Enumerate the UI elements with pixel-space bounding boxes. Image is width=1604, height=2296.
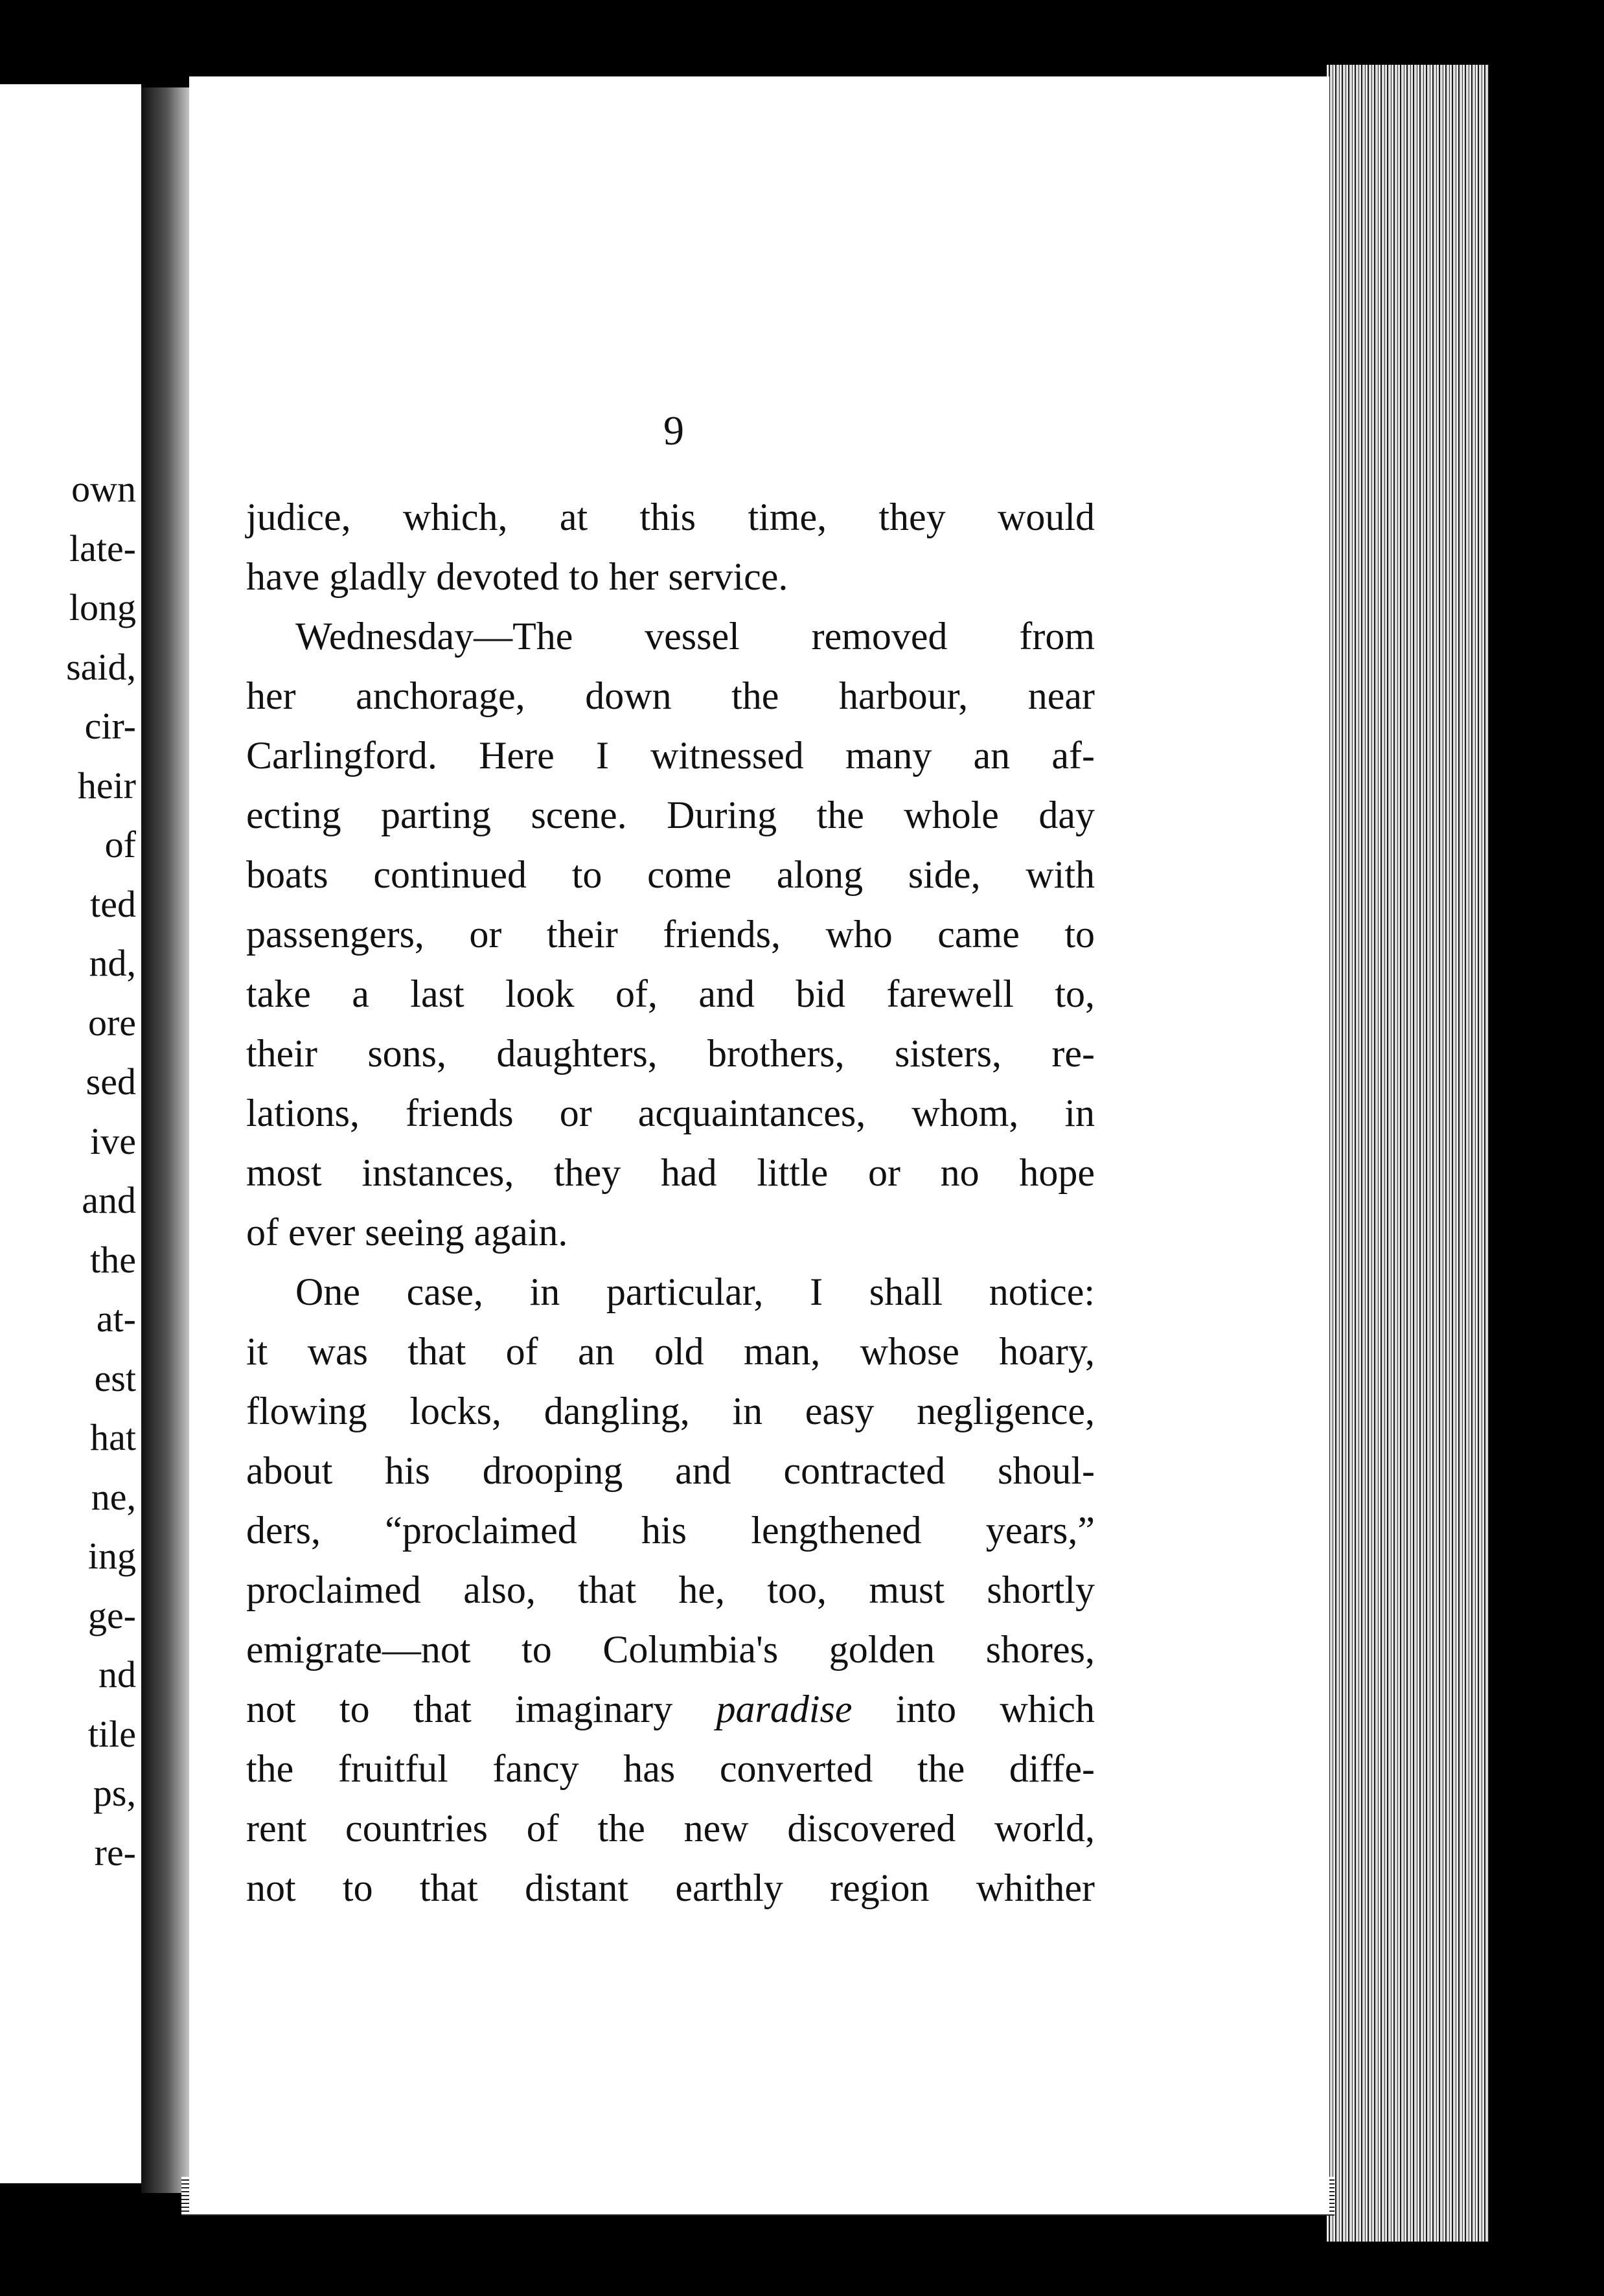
text-line: have gladly devoted to her service. bbox=[246, 555, 788, 598]
text-line: most instances, they had little or no hope bbox=[246, 1151, 1095, 1194]
text-line: Wednesday—The vessel removed from bbox=[295, 615, 1095, 658]
text-line: take a last look of, and bid farewell to, bbox=[246, 972, 1095, 1015]
left-page-line-fragment: re- bbox=[94, 1831, 136, 1874]
left-page-line-fragment: nd, bbox=[89, 942, 136, 984]
text-line: flowing locks, dangling, in easy negligence, bbox=[246, 1390, 1095, 1432]
text-line: the fruitful fancy has converted the diffe- bbox=[246, 1747, 1095, 1790]
left-page-line-fragment: ne, bbox=[91, 1475, 136, 1518]
text-line: ecting parting scene. During the whole day bbox=[246, 794, 1095, 836]
left-page-line-fragment: ive bbox=[90, 1119, 136, 1162]
left-page-line-fragment: late- bbox=[69, 527, 136, 569]
left-page-line-fragment: of bbox=[104, 823, 136, 866]
italic-word: paradise bbox=[716, 1688, 853, 1730]
left-page-line-fragment: hat bbox=[90, 1416, 136, 1458]
left-page-line-fragment: est bbox=[94, 1357, 136, 1399]
left-page-line-fragment: said, bbox=[66, 645, 136, 688]
text-line: ders, “proclaimed his lengthened years,” bbox=[246, 1509, 1095, 1552]
book-gutter bbox=[141, 87, 193, 2193]
left-page-line-fragment: nd bbox=[98, 1653, 136, 1695]
left-page-line-fragment: sed bbox=[86, 1061, 136, 1103]
text-line: her anchorage, down the harbour, near bbox=[246, 674, 1095, 717]
left-page-line-fragment: ps, bbox=[93, 1772, 136, 1814]
text-line: not to that imaginary paradise into which bbox=[246, 1688, 1095, 1730]
page-body-text bbox=[246, 487, 1095, 1918]
left-page-line-fragment: ore bbox=[87, 1001, 136, 1044]
left-page-line-fragment: and bbox=[82, 1179, 136, 1221]
text-line: rent countries of the new discovered world, bbox=[246, 1807, 1095, 1850]
text-line: about his drooping and contracted shoul- bbox=[246, 1449, 1095, 1492]
text-line: of ever seeing again. bbox=[246, 1211, 568, 1254]
page-number: 9 bbox=[663, 408, 684, 453]
text-line: One case, in particular, I shall notice: bbox=[295, 1270, 1095, 1313]
left-page-line-fragment: the bbox=[90, 1238, 136, 1281]
left-page-line-fragment: ge- bbox=[87, 1594, 136, 1636]
text-line: Carlingford. Here I witnessed many an af- bbox=[246, 734, 1095, 777]
left-page-line-fragment: at- bbox=[96, 1298, 136, 1340]
text-line: passengers, or their friends, who came to bbox=[246, 913, 1095, 956]
left-page-line-fragment: ing bbox=[87, 1535, 136, 1577]
text-line: boats continued to come along side, with bbox=[246, 853, 1095, 896]
text-line: it was that of an old man, whose hoary, bbox=[246, 1330, 1095, 1373]
text-line: their sons, daughters, brothers, sisters, re- bbox=[246, 1032, 1095, 1075]
left-page-line-fragment: own bbox=[71, 468, 136, 510]
left-page-line-fragment: ted bbox=[90, 882, 136, 925]
text-line: judice, which, at this time, they would bbox=[246, 496, 1095, 538]
text-line: emigrate—not to Columbia's golden shores, bbox=[246, 1628, 1095, 1671]
text-line: not to that distant earthly region whither bbox=[246, 1866, 1095, 1909]
text-line: lations, friends or acquaintances, whom, in bbox=[246, 1092, 1095, 1134]
left-page-line-fragment: tile bbox=[87, 1712, 136, 1755]
left-page-line-fragment: long bbox=[69, 586, 136, 628]
left-page-line-fragment: heir bbox=[77, 764, 136, 807]
text-line: proclaimed also, that he, too, must shortly bbox=[246, 1568, 1095, 1611]
page-edges bbox=[1327, 65, 1489, 2242]
left-page-line-fragment: cir- bbox=[84, 705, 136, 747]
left-page-fragment bbox=[0, 84, 141, 2183]
